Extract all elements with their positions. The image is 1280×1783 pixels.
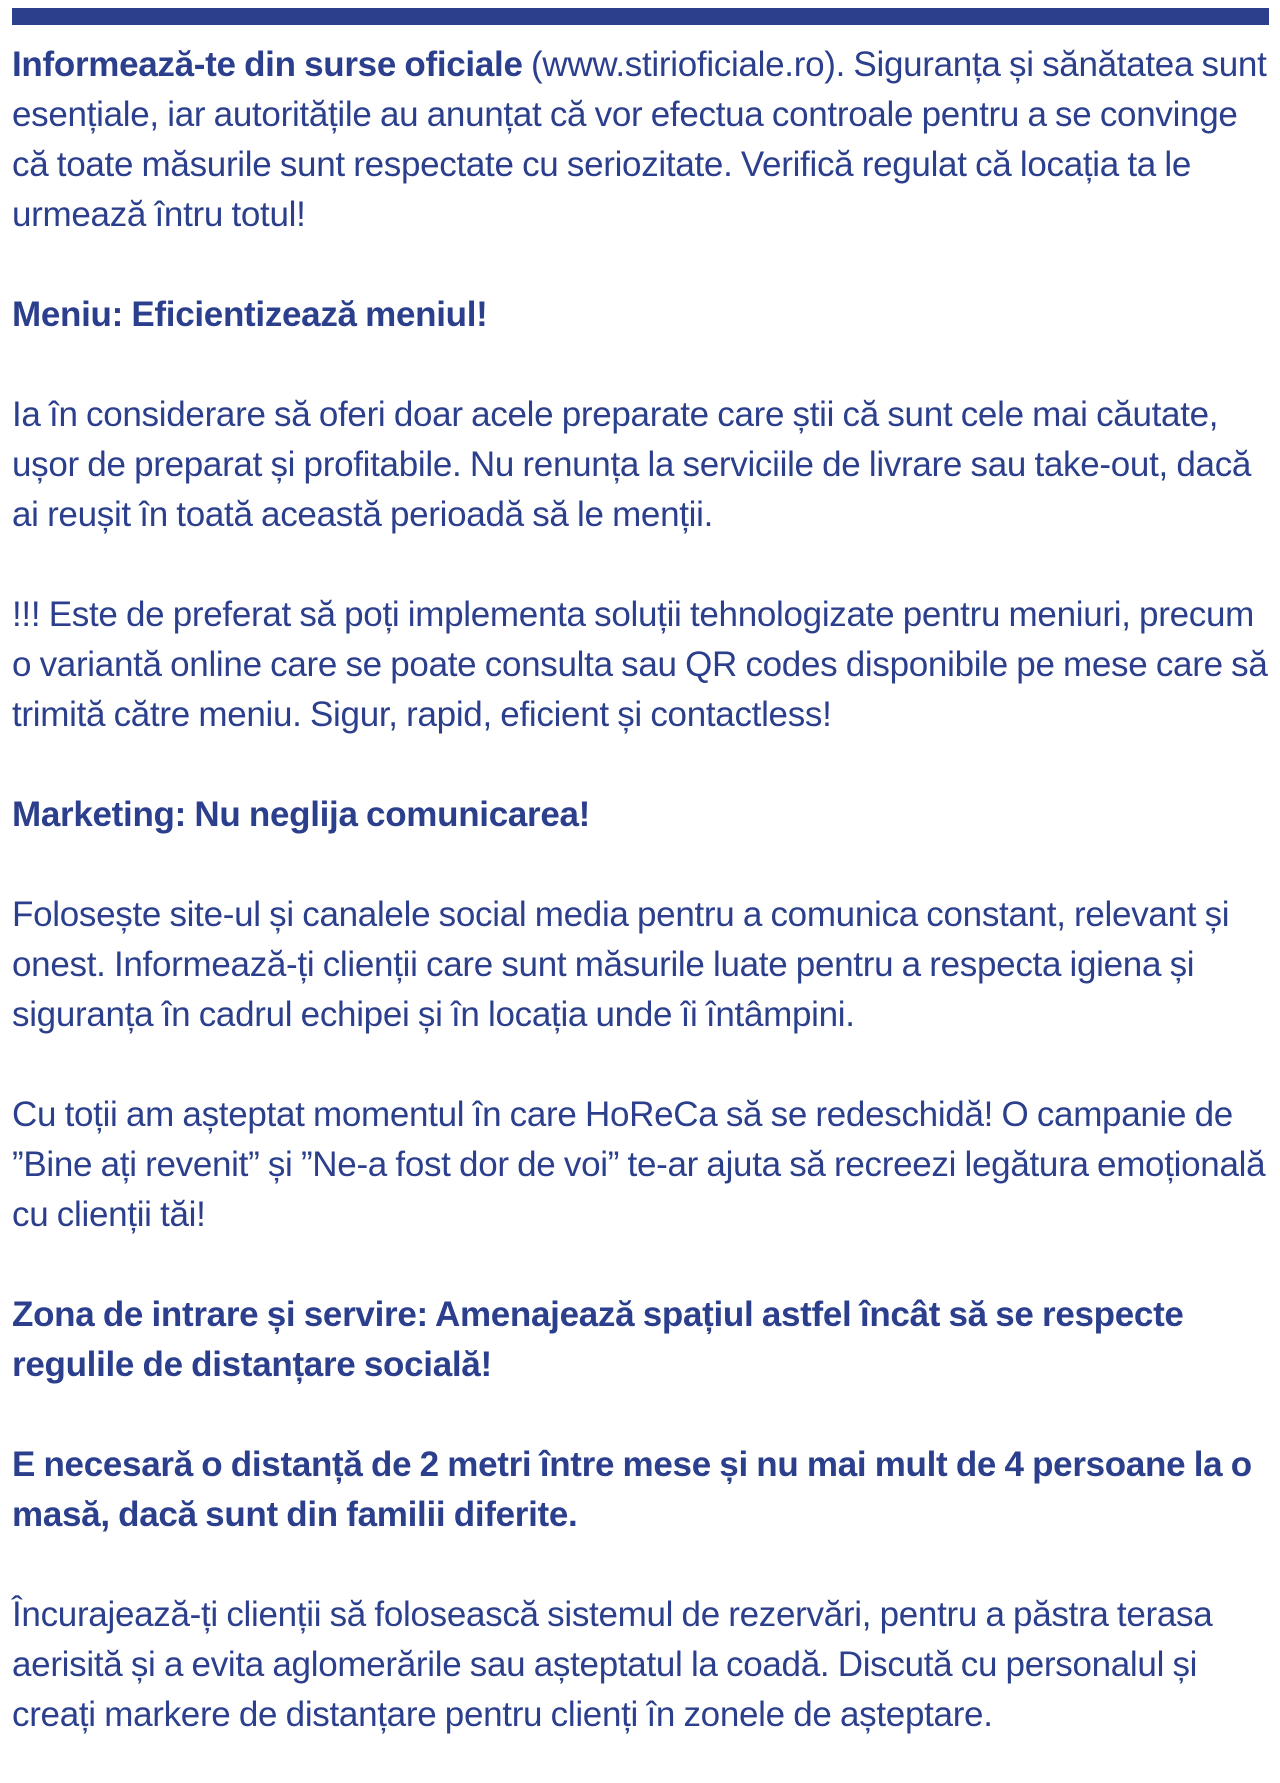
reservation-paragraph: Încurajează-ți clienții să folosească sistemul de rezervări, pentru a păstra terasa aerisită și a evita aglomerările sau așteptatul la coadă. Discută cu personalul și creați markere de distanțare pentru clienți în zonele de așteptare.	[12, 1595, 1213, 1734]
intro-text: (www.stirioficiale.ro). Siguranța și sănătatea sunt esențiale, iar autoritățile au anunțat că vor efectua controale pentru a se convinge că toate măsurile sunt respectate cu seriozitate. Verifică regulat că locația ta le urmează întru totul!	[12, 45, 1267, 234]
intro-bold-lead: Informează-te din surse oficiale	[12, 45, 523, 84]
marketing-heading: Marketing: Nu neglija comunicarea!	[12, 795, 591, 834]
marketing-paragraph: Folosește site-ul și canalele social media pentru a comunica constant, relevant și onest. Informează-ți clienții care sunt măsurile luate pentru a respecta igiena și siguranța în cadrul echipei și în locația unde îi întâmpini.	[12, 895, 1230, 1034]
meniu-heading: Meniu: Eficientizează meniul!	[12, 295, 488, 334]
campaign-paragraph: Cu toții am așteptat momentul în care HoReCa să se redeschidă! O campanie de ”Bine ați revenit” și ”Ne-a fost dor de voi” te-ar ajuta să recreezi legătura emoțională cu clienții tăi!	[12, 1095, 1266, 1234]
distance-rule: E necesară o distanță de 2 metri între mese și nu mai mult de 4 persoane la o masă, dacă sunt din familii diferite.	[12, 1445, 1252, 1534]
document-body	[12, 40, 1270, 1740]
meniu-paragraph: Ia în considerare să oferi doar acele preparate care știi că sunt cele mai căutate, ușor de preparat și profitabile. Nu renunța la serviciile de livrare sau take-out, dacă ai reușit în toată această perioadă să le menții.	[12, 395, 1252, 534]
header-bar	[12, 8, 1269, 25]
intro-paragraph	[12, 40, 1270, 240]
zona-heading: Zona de intrare și servire: Amenajează spațiul astfel încât să se respecte regulile de distanțare socială!	[12, 1295, 1184, 1384]
meniu-tip-paragraph: !!! Este de preferat să poți implementa soluții tehnologizate pentru meniuri, precum o variantă online care se poate consulta sau QR codes disponibile pe mese care să trimită către meniu. Sigur, rapid, eficient și contactless!	[12, 595, 1268, 734]
